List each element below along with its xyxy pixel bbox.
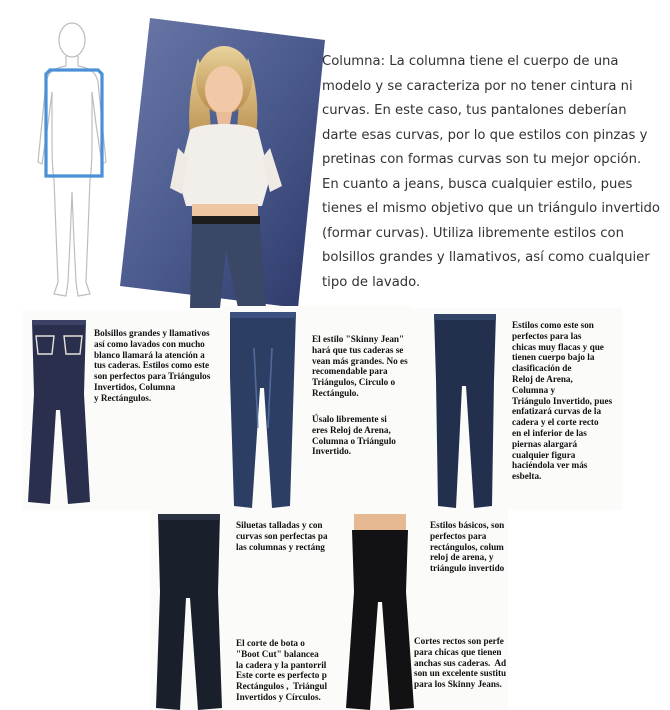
skinny-description-1: El estilo "Skinny Jean" hará que tus caderas se vean más grandes. No es recomendable para Triángulos, Circulo o Rectángulo. — [312, 334, 408, 398]
bootcut-description-2: El corte de bota o "Boot Cut" balancea la cadera y la pantorril Este corte es perfecto p Rectángulos , Triángul Invertidos y Círculos. — [236, 638, 328, 702]
jeans-panel-basic-straight — [330, 510, 508, 710]
basic-description-1: Estilos básicos, son perfectos para rectángulos, colum reloj de arena, y triángulo invertido — [430, 520, 505, 574]
basic-description-2: Cortes rectos son perfe para chicas que tienen anchas sus caderas. Ad son un excelente sustitu para los Skinny Jeans. — [414, 636, 506, 690]
flare-pockets-description: Bolsillos grandes y llamativos así como lavados con mucho blanco llamará la atención a tus caderas. Estilos como este son perfectos para Triángulos Invertidos, Columna y Rectángulos. — [94, 328, 211, 403]
jeans-panel-straight-slim — [412, 308, 622, 510]
model-photo — [120, 18, 325, 308]
body-shape-sketch — [18, 12, 126, 304]
basic-straight-jeans-image — [334, 512, 426, 710]
straight-slim-description: Estilos como este son perfectos para las chicas muy flacas y que tienen cuerpo bajo la clasificación de Reloj de Arena, Columna y Triángulo Invertido, pues enfatizará curvas de la cadera y el corte recto en el inferior de las piernas alargará cualquier figura haciéndola ver más esbelta. — [512, 320, 613, 482]
jeans-panel-bootcut — [150, 510, 330, 710]
intro-paragraph: Columna: La columna tiene el cuerpo de una modelo y se caracteriza por no tener cintura ni curvas. En este caso, tus pantalones deberían darte esas curvas, por lo que estilos con pinzas y pretinas con formas curvas son tu mejor opción. En cuanto a jeans, busca cualquier estilo, pues tienes el mismo objetivo que un triángulo invertido (formar curvas). Utiliza libremente estilos con bolsillos grandes y llamativos, así como cualquier tipo de lavado. — [322, 54, 660, 290]
straight-slim-jeans-image — [430, 310, 500, 510]
skinny-jeans-image — [224, 308, 302, 510]
flare-jeans-image — [26, 314, 92, 510]
bootcut-description-1: Siluetas talladas y con curvas son perfectas pa las columnas y rectáng — [236, 520, 328, 552]
bootcut-jeans-image — [154, 512, 224, 710]
jeans-panel-flare-pockets — [22, 310, 222, 510]
skinny-description-2: Úsalo libremente si eres Reloj de Arena, Columna o Triángulo Invertido. — [312, 414, 396, 457]
jeans-panel-skinny — [222, 306, 412, 510]
